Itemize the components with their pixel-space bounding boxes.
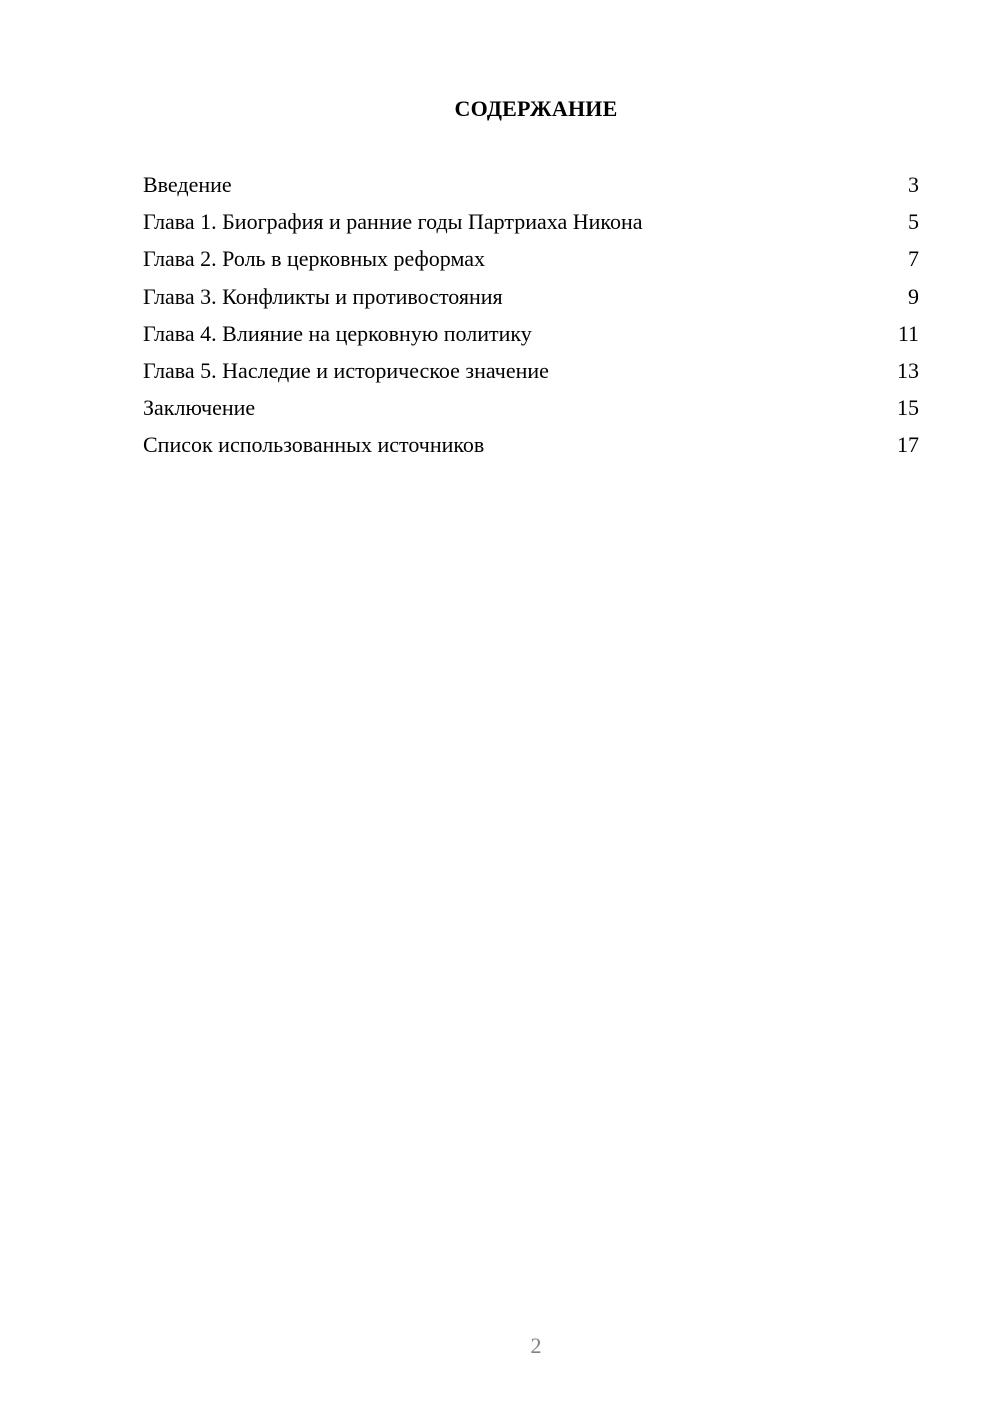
toc-item-label: Глава 1. Биография и ранние годы Партриаха Никона	[143, 209, 643, 235]
toc-item-page: 15	[897, 395, 919, 421]
toc-item-label: Заключение	[143, 395, 256, 421]
toc-item-chapter-3	[143, 282, 919, 319]
toc-item-label: Введение	[143, 172, 232, 197]
page-number: 2	[530, 1333, 542, 1358]
toc-item-page: 9	[908, 283, 919, 309]
toc-item-page: 17	[897, 432, 919, 458]
toc-item-label: Глава 4. Влияние на церковную политику	[143, 320, 532, 346]
toc-item-label: Список использованных источников	[143, 432, 485, 458]
toc-item-page: 13	[897, 357, 919, 383]
toc-item-conclusion	[143, 393, 919, 430]
toc-item-chapter-4	[143, 319, 919, 356]
toc-item-introduction	[143, 170, 919, 207]
toc-item-label: Глава 5. Наследие и историческое значение	[143, 357, 549, 383]
toc-item-page: 3	[908, 172, 919, 197]
toc-item-chapter-5	[143, 356, 919, 393]
toc-title: СОДЕРЖАНИЕ	[454, 96, 618, 121]
toc-item-page: 11	[897, 320, 919, 346]
toc-item-label: Глава 3. Конфликты и противостояния	[143, 283, 503, 309]
toc-item-page: 7	[908, 246, 919, 272]
toc-item-label: Глава 2. Роль в церковных реформах	[143, 246, 486, 272]
toc-item-chapter-1	[143, 207, 919, 244]
toc-list	[143, 170, 919, 468]
toc-item-chapter-2	[143, 244, 919, 281]
toc-item-sources	[143, 430, 919, 467]
toc-item-page: 5	[908, 209, 919, 235]
